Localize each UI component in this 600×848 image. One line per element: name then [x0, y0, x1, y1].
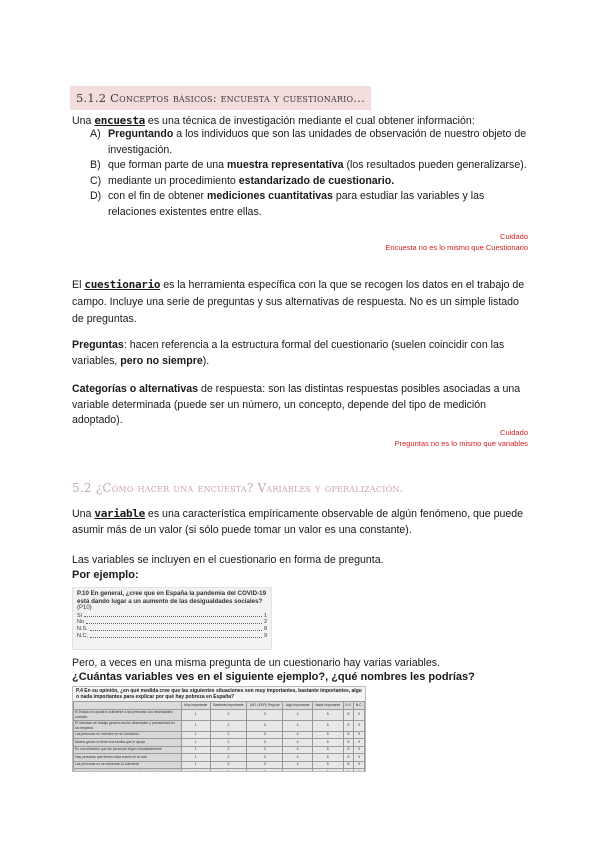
varias-variables-line: Pero, a veces en una misma pregunta de un cuestionario hay varias variables. — [72, 657, 441, 669]
table-cell: 5 — [312, 761, 343, 769]
table-cell: 2 — [210, 754, 247, 762]
list-item: C) mediante un procedimiento estandarizado de cuestionario. — [90, 174, 395, 187]
answer-option: Sí 1 — [77, 612, 267, 619]
table-cell: 2 — [210, 746, 247, 754]
table-row-label: Es una situación que las personas eligen voluntariamente — [74, 746, 182, 754]
table-row — [74, 720, 365, 731]
table-question-title: P.4 En su opinión, ¿en qué medida cree que las siguientes situaciones son muy importantes, bastante importantes, algo o nada importantes para explicar por qué hay pobreza en España? — [73, 687, 365, 701]
cuestionario-definition: El cuestionario es la herramienta específica con la que se recogen los datos en el trabajo de campo. Incluye una serie de preguntas y sus alternativas de respuesta. No es un simple listado de preguntas. — [72, 278, 525, 325]
variables-question-line: Las variables se incluyen en el cuestionario en forma de pregunta. — [72, 554, 384, 566]
table-cell: 8 — [343, 709, 354, 720]
table-cell: 2 — [210, 739, 247, 747]
table-row-label: Mucha gente no tiene una familia que le apoye — [74, 739, 182, 747]
table-cell: 1 — [181, 769, 210, 773]
table-cell: 3 — [247, 769, 283, 773]
question-code: (P10) — [77, 605, 92, 611]
table-cell: 2 — [210, 769, 247, 773]
table-row-label: El mercado de trabajo genera mucho desempleo y precariedad en los empleos — [74, 720, 182, 731]
table-cell: 2 — [210, 720, 247, 731]
section-heading-band — [70, 86, 371, 110]
table-row-label: El Estado no ayuda lo suficiente a las personas con necesidades sociales — [74, 709, 182, 720]
table-cell: 3 — [247, 761, 283, 769]
table-row-label: Las personas no invierten en su formación — [74, 731, 182, 739]
table-cell: 5 — [312, 720, 343, 731]
table-cell: 9 — [354, 731, 365, 739]
caution-note-encuesta: Cuidado Encuesta no es lo mismo que Cuestionario — [385, 232, 528, 252]
table-cell: 5 — [312, 754, 343, 762]
section-heading-encuesta-cuestionario: 5.1.2 Conceptos básicos: encuesta y cuestionario... — [76, 91, 365, 105]
variable-definition: Una variable es una característica empíricamente observable de algún fenómeno, que puede asumir más de un valor (si sólo puede tomar un valor es una constante). — [72, 507, 524, 536]
list-item: A) Preguntando a los individuos que son las unidades de observación de nuestro objeto de investigación. — [90, 128, 527, 156]
table-header-cell: N.C. — [354, 702, 365, 710]
question-table-image — [72, 686, 366, 772]
section-heading-variables: 5.2 ¿Cómo hacer una encuesta? Variables y operalización. — [72, 481, 404, 495]
table-row — [74, 761, 365, 769]
table-cell: 5 — [312, 769, 343, 773]
table-header-cell: Algo importante — [283, 702, 312, 710]
table-cell: 3 — [247, 709, 283, 720]
table-cell: 4 — [283, 709, 312, 720]
table-cell: 1 — [181, 731, 210, 739]
answer-option: No 2 — [77, 619, 267, 626]
encuesta-definition: Una encuesta es una técnica de investigación mediante el cual obtener información: — [72, 114, 475, 127]
table-cell: 2 — [210, 709, 247, 720]
table-cell: 2 — [210, 731, 247, 739]
table-cell: 4 — [283, 739, 312, 747]
table-cell: 5 — [312, 739, 343, 747]
question-title: P.10 En general, ¿cree que en España la pandemia del COVID-19 está dando lugar a un aumento de las desigualdades sociales? — [77, 590, 267, 605]
table-cell: 9 — [354, 739, 365, 747]
table-cell: 1 — [181, 739, 210, 747]
table-header-cell — [74, 702, 182, 710]
table-header-cell: Nada importante — [312, 702, 343, 710]
table-row-label: La sociedad no ofrece las mismas oportunidades a todos — [74, 769, 182, 773]
table-cell: 9 — [354, 709, 365, 720]
table-row — [74, 746, 365, 754]
table-cell: 9 — [354, 754, 365, 762]
table-row — [74, 769, 365, 773]
table-cell: 8 — [343, 720, 354, 731]
keyword-variable: variable — [94, 507, 145, 520]
table-header-cell: N.S. — [343, 702, 354, 710]
table-cell: 1 — [181, 709, 210, 720]
list-item: B) que forman parte de una muestra representativa (los resultados pueden generalizarse). — [90, 159, 527, 171]
table-cell: 8 — [343, 754, 354, 762]
table-cell: 9 — [354, 761, 365, 769]
keyword-cuestionario: cuestionario — [84, 278, 161, 291]
table-cell: 4 — [283, 769, 312, 773]
table-cell: 4 — [283, 746, 312, 754]
table-cell: 5 — [312, 746, 343, 754]
table-cell: 8 — [343, 746, 354, 754]
table-row — [74, 754, 365, 762]
answer-option: N.C. 9 — [77, 632, 267, 639]
table-cell: 3 — [247, 720, 283, 731]
table-cell: 3 — [247, 746, 283, 754]
caution-note-preguntas: Cuidado Preguntas no es lo mismo que variables — [394, 428, 528, 448]
table-cell: 9 — [354, 746, 365, 754]
table-row — [74, 731, 365, 739]
table-cell: 3 — [247, 731, 283, 739]
table-cell: 8 — [343, 769, 354, 773]
example-label: Por ejemplo: — [72, 569, 139, 581]
table-row — [74, 739, 365, 747]
likert-table — [73, 701, 365, 772]
table-cell: 1 — [181, 761, 210, 769]
table-cell: 4 — [283, 761, 312, 769]
table-cell: 1 — [181, 720, 210, 731]
preguntas-definition: Preguntas: hacen referencia a la estructura formal del cuestionario (suelen coincidir con las variables, pero no siempre). — [72, 339, 505, 367]
table-cell: 4 — [283, 731, 312, 739]
answer-option: N.S. 8 — [77, 626, 267, 633]
encuesta-characteristics-list — [90, 127, 530, 220]
table-cell: 8 — [343, 739, 354, 747]
table-header-cell: Bastante importante — [210, 702, 247, 710]
categorias-definition: Categorías o alternativas de respuesta: son las distintas respuestas posibles asociadas a una variable determinada (puede ser un número, un concepto, depende del tipo de medición adoptado). — [72, 383, 521, 426]
table-cell: 9 — [354, 769, 365, 773]
table-row-label: Hay personas que tienen mala suerte en la vida — [74, 754, 182, 762]
table-cell: 3 — [247, 739, 283, 747]
table-header-cell: Muy importante — [181, 702, 210, 710]
keyword-encuesta: encuesta — [94, 114, 145, 127]
list-item: D) con el fin de obtener mediciones cuantitativas para estudiar las variables y las relaciones existentes entre ellas. — [90, 190, 485, 218]
table-cell: 4 — [283, 720, 312, 731]
table-cell: 3 — [247, 754, 283, 762]
table-cell: 5 — [312, 731, 343, 739]
table-row — [74, 709, 365, 720]
table-cell: 8 — [343, 761, 354, 769]
table-cell: 2 — [210, 761, 247, 769]
table-header-cell: (NO LEER) Regular — [247, 702, 283, 710]
question-example-image — [72, 587, 272, 650]
table-cell: 9 — [354, 720, 365, 731]
table-cell: 5 — [312, 709, 343, 720]
table-cell: 8 — [343, 731, 354, 739]
varias-variables-question: ¿Cuántas variables ves en el siguiente ejemplo?, ¿qué nombres les podrías? — [72, 671, 475, 683]
table-cell: 4 — [283, 754, 312, 762]
table-row-label: Las personas no se esfuerzan lo suficiente — [74, 761, 182, 769]
table-cell: 1 — [181, 754, 210, 762]
table-cell: 1 — [181, 746, 210, 754]
